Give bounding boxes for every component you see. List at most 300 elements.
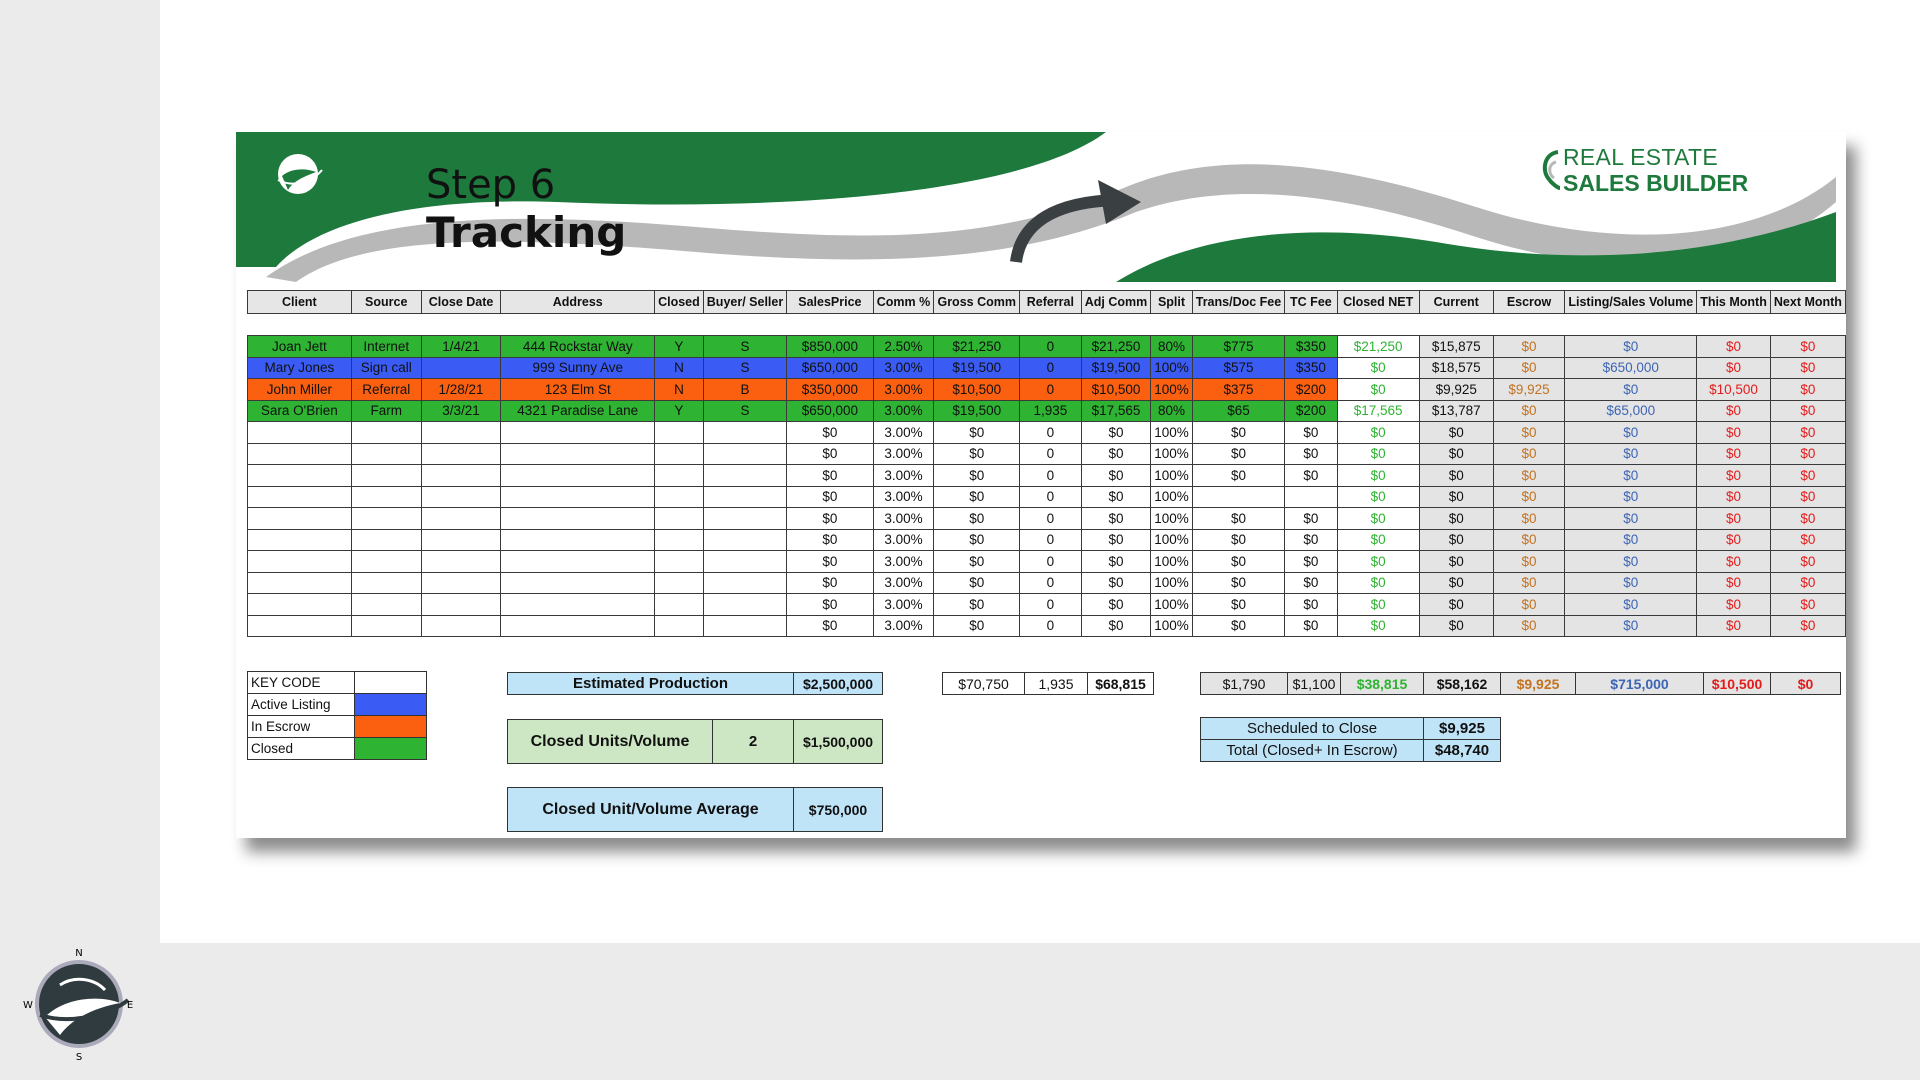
cell-adj-comm[interactable]: $0 (1081, 615, 1151, 637)
cell-this-month[interactable]: $0 (1697, 486, 1771, 508)
cell-trans-doc-fee[interactable]: $575 (1192, 357, 1284, 379)
cell-this-month[interactable]: $0 (1697, 357, 1771, 379)
cell-escrow[interactable]: $0 (1493, 615, 1565, 637)
cell-escrow[interactable]: $0 (1493, 400, 1565, 422)
cell-buyer-seller[interactable]: S (703, 336, 786, 358)
cell-split[interactable]: 100% (1151, 357, 1193, 379)
cell-trans-doc-fee[interactable]: $0 (1192, 572, 1284, 594)
cell-comm-pct[interactable]: 3.00% (873, 486, 934, 508)
cell-address[interactable] (501, 508, 655, 530)
cell-close-date[interactable] (421, 486, 501, 508)
cell-this-month[interactable]: $10,500 (1697, 379, 1771, 401)
cell-trans-doc-fee[interactable]: $775 (1192, 336, 1284, 358)
cell-next-month[interactable]: $0 (1770, 594, 1845, 616)
table-row (248, 615, 1846, 637)
cell-referral[interactable]: 0 (1019, 357, 1081, 379)
cell-address[interactable]: 444 Rockstar Way (501, 336, 655, 358)
cell-next-month[interactable]: $0 (1770, 508, 1845, 530)
cell-split[interactable]: 100% (1151, 615, 1193, 637)
cell-closed[interactable] (655, 529, 704, 551)
cell-buyer-seller[interactable] (703, 615, 786, 637)
cell-adj-comm[interactable]: $21,250 (1081, 336, 1151, 358)
cell-gross-comm[interactable]: $0 (934, 508, 1020, 530)
cell-closed[interactable]: N (655, 379, 704, 401)
cell-gross-comm[interactable]: $0 (934, 422, 1020, 444)
cell-trans-doc-fee[interactable]: $0 (1192, 422, 1284, 444)
cell-referral[interactable]: 0 (1019, 422, 1081, 444)
cell-source[interactable] (351, 443, 421, 465)
cell-this-month[interactable]: $0 (1697, 443, 1771, 465)
cell-current[interactable]: $0 (1419, 508, 1493, 530)
cell-adj-comm[interactable]: $0 (1081, 465, 1151, 487)
cell-address[interactable] (501, 443, 655, 465)
cell-volume[interactable]: $0 (1565, 486, 1697, 508)
cell-sales-price[interactable]: $0 (787, 572, 873, 594)
closed-units-volume-value: $1,500,000 (794, 720, 883, 764)
cell-current[interactable]: $0 (1419, 443, 1493, 465)
cell-trans-doc-fee[interactable]: $0 (1192, 594, 1284, 616)
cell-closed[interactable] (655, 465, 704, 487)
cell-trans-doc-fee[interactable]: $0 (1192, 443, 1284, 465)
cell-comm-pct[interactable]: 3.00% (873, 572, 934, 594)
cell-split[interactable]: 100% (1151, 465, 1193, 487)
cell-comm-pct[interactable]: 3.00% (873, 357, 934, 379)
cell-client[interactable] (248, 443, 352, 465)
cell-escrow[interactable]: $0 (1493, 572, 1565, 594)
cell-closed-net[interactable]: $0 (1337, 379, 1419, 401)
cell-client[interactable] (248, 594, 352, 616)
cell-closed-net[interactable]: $21,250 (1337, 336, 1419, 358)
cell-tc-fee[interactable]: $350 (1285, 357, 1337, 379)
cell-next-month[interactable]: $0 (1770, 486, 1845, 508)
table-row (248, 529, 1846, 551)
cell-closed[interactable] (655, 422, 704, 444)
cell-source[interactable] (351, 486, 421, 508)
cell-tc-fee[interactable]: $350 (1285, 336, 1337, 358)
cell-escrow[interactable]: $0 (1493, 594, 1565, 616)
cell-close-date[interactable] (421, 529, 501, 551)
cell-client[interactable] (248, 529, 352, 551)
cell-closed[interactable]: N (655, 357, 704, 379)
cell-client[interactable] (248, 422, 352, 444)
cell-current[interactable]: $0 (1419, 529, 1493, 551)
cell-current[interactable]: $0 (1419, 422, 1493, 444)
cell-closed[interactable] (655, 551, 704, 573)
cell-volume[interactable]: $0 (1565, 529, 1697, 551)
cell-next-month[interactable]: $0 (1770, 529, 1845, 551)
cell-tc-fee[interactable]: $0 (1285, 529, 1337, 551)
cell-tc-fee[interactable]: $0 (1285, 465, 1337, 487)
cell-next-month[interactable]: $0 (1770, 465, 1845, 487)
cell-sales-price[interactable]: $0 (787, 465, 873, 487)
cell-close-date[interactable]: 1/28/21 (421, 379, 501, 401)
cell-close-date[interactable] (421, 443, 501, 465)
cell-next-month[interactable]: $0 (1770, 400, 1845, 422)
cell-close-date[interactable] (421, 465, 501, 487)
cell-split[interactable]: 100% (1151, 594, 1193, 616)
cell-split[interactable]: 100% (1151, 422, 1193, 444)
cell-adj-comm[interactable]: $0 (1081, 486, 1151, 508)
cell-split[interactable]: 100% (1151, 551, 1193, 573)
scheduled-label: Scheduled to Close (1201, 718, 1424, 740)
cell-closed-net[interactable]: $0 (1337, 615, 1419, 637)
cell-referral[interactable]: 0 (1019, 529, 1081, 551)
cell-buyer-seller[interactable]: B (703, 379, 786, 401)
cell-buyer-seller[interactable] (703, 551, 786, 573)
cell-gross-comm[interactable]: $0 (934, 572, 1020, 594)
key-escrow-label: In Escrow (248, 716, 355, 738)
cell-escrow[interactable]: $9,925 (1493, 379, 1565, 401)
cell-current[interactable]: $18,575 (1419, 357, 1493, 379)
cell-close-date[interactable]: 1/4/21 (421, 336, 501, 358)
cell-adj-comm[interactable]: $19,500 (1081, 357, 1151, 379)
cell-client[interactable] (248, 465, 352, 487)
cell-split[interactable]: 100% (1151, 443, 1193, 465)
cell-this-month[interactable]: $0 (1697, 422, 1771, 444)
cell-buyer-seller[interactable] (703, 486, 786, 508)
cell-sales-price[interactable]: $0 (787, 529, 873, 551)
cell-buyer-seller[interactable] (703, 508, 786, 530)
cell-this-month[interactable]: $0 (1697, 400, 1771, 422)
cell-referral[interactable]: 0 (1019, 336, 1081, 358)
header-escrow: Escrow (1493, 291, 1565, 314)
cell-closed-net[interactable]: $0 (1337, 508, 1419, 530)
cell-gross-comm[interactable]: $0 (934, 594, 1020, 616)
cell-gross-comm[interactable]: $19,500 (934, 400, 1020, 422)
cell-closed-net[interactable]: $0 (1337, 551, 1419, 573)
cell-referral[interactable]: 0 (1019, 594, 1081, 616)
cell-gross-comm[interactable]: $0 (934, 486, 1020, 508)
cell-source[interactable]: Sign call (351, 357, 421, 379)
spacer-cell (248, 314, 352, 336)
cell-gross-comm[interactable]: $0 (934, 443, 1020, 465)
cell-address[interactable]: 123 Elm St (501, 379, 655, 401)
cell-current[interactable]: $15,875 (1419, 336, 1493, 358)
cell-buyer-seller[interactable] (703, 443, 786, 465)
cell-comm-pct[interactable]: 3.00% (873, 529, 934, 551)
cell-referral[interactable]: 0 (1019, 486, 1081, 508)
table-row (248, 594, 1846, 616)
cell-gross-comm[interactable]: $19,500 (934, 357, 1020, 379)
cell-trans-doc-fee[interactable]: $0 (1192, 465, 1284, 487)
cell-closed-net[interactable]: $0 (1337, 465, 1419, 487)
cell-gross-comm[interactable]: $0 (934, 529, 1020, 551)
cell-next-month[interactable]: $0 (1770, 551, 1845, 573)
cell-source[interactable]: Referral (351, 379, 421, 401)
cell-trans-doc-fee[interactable]: $375 (1192, 379, 1284, 401)
cell-sales-price[interactable]: $0 (787, 615, 873, 637)
cell-closed[interactable] (655, 443, 704, 465)
cell-volume[interactable]: $0 (1565, 508, 1697, 530)
cell-this-month[interactable]: $0 (1697, 615, 1771, 637)
cell-source[interactable]: Farm (351, 400, 421, 422)
cell-tc-fee[interactable]: $0 (1285, 508, 1337, 530)
cell-volume[interactable]: $0 (1565, 572, 1697, 594)
cell-sales-price[interactable]: $650,000 (787, 357, 873, 379)
cell-source[interactable] (351, 529, 421, 551)
cell-address[interactable] (501, 572, 655, 594)
cell-source[interactable] (351, 572, 421, 594)
cell-address[interactable] (501, 615, 655, 637)
cell-escrow[interactable]: $0 (1493, 486, 1565, 508)
cell-client[interactable]: Mary Jones (248, 357, 352, 379)
cell-closed-net[interactable]: $0 (1337, 443, 1419, 465)
cell-comm-pct[interactable]: 3.00% (873, 551, 934, 573)
cell-referral[interactable]: 0 (1019, 465, 1081, 487)
cell-tc-fee[interactable]: $0 (1285, 615, 1337, 637)
cell-volume[interactable]: $0 (1565, 615, 1697, 637)
cell-current[interactable]: $0 (1419, 572, 1493, 594)
cell-sales-price[interactable]: $0 (787, 443, 873, 465)
cell-referral[interactable]: 1,935 (1019, 400, 1081, 422)
cell-escrow[interactable]: $0 (1493, 336, 1565, 358)
cell-address[interactable] (501, 486, 655, 508)
cell-close-date[interactable]: 3/3/21 (421, 400, 501, 422)
spacer-cell (1151, 314, 1193, 336)
cell-current[interactable]: $9,925 (1419, 379, 1493, 401)
brand-line2: SALES BUILDER (1563, 170, 1749, 196)
cell-escrow[interactable]: $0 (1493, 508, 1565, 530)
cell-buyer-seller[interactable] (703, 529, 786, 551)
cell-split[interactable]: 100% (1151, 572, 1193, 594)
cell-escrow[interactable]: $0 (1493, 357, 1565, 379)
cell-referral[interactable]: 0 (1019, 551, 1081, 573)
cell-next-month[interactable]: $0 (1770, 422, 1845, 444)
cell-tc-fee[interactable]: $0 (1285, 572, 1337, 594)
cell-client[interactable]: Sara O'Brien (248, 400, 352, 422)
cell-source[interactable]: Internet (351, 336, 421, 358)
cell-current[interactable]: $0 (1419, 465, 1493, 487)
cell-adj-comm[interactable]: $0 (1081, 508, 1151, 530)
cell-gross-comm[interactable]: $0 (934, 551, 1020, 573)
cell-client[interactable]: Joan Jett (248, 336, 352, 358)
header-trans-doc-fee: Trans/Doc Fee (1192, 291, 1284, 314)
cell-adj-comm[interactable]: $17,565 (1081, 400, 1151, 422)
cell-source[interactable] (351, 508, 421, 530)
cell-adj-comm[interactable]: $10,500 (1081, 379, 1151, 401)
cell-this-month[interactable]: $0 (1697, 572, 1771, 594)
cell-client[interactable] (248, 508, 352, 530)
cell-trans-doc-fee[interactable]: $0 (1192, 551, 1284, 573)
cell-closed[interactable]: Y (655, 400, 704, 422)
cell-close-date[interactable] (421, 594, 501, 616)
cell-volume[interactable]: $0 (1565, 594, 1697, 616)
cell-client[interactable]: John Miller (248, 379, 352, 401)
cell-next-month[interactable]: $0 (1770, 379, 1845, 401)
cell-comm-pct[interactable]: 2.50% (873, 336, 934, 358)
cell-closed-net[interactable]: $0 (1337, 594, 1419, 616)
cell-escrow[interactable]: $0 (1493, 422, 1565, 444)
cell-close-date[interactable] (421, 572, 501, 594)
cell-close-date[interactable] (421, 508, 501, 530)
cell-adj-comm[interactable]: $0 (1081, 594, 1151, 616)
cell-current[interactable]: $0 (1419, 551, 1493, 573)
cell-closed[interactable] (655, 572, 704, 594)
cell-escrow[interactable]: $0 (1493, 443, 1565, 465)
cell-comm-pct[interactable]: 3.00% (873, 443, 934, 465)
cell-client[interactable] (248, 615, 352, 637)
cell-trans-doc-fee[interactable] (1192, 486, 1284, 508)
cell-buyer-seller[interactable] (703, 465, 786, 487)
cell-tc-fee[interactable] (1285, 486, 1337, 508)
cell-tc-fee[interactable]: $0 (1285, 422, 1337, 444)
cell-adj-comm[interactable]: $0 (1081, 551, 1151, 573)
cell-sales-price[interactable]: $0 (787, 508, 873, 530)
spacer-cell (1493, 314, 1565, 336)
cell-this-month[interactable]: $0 (1697, 465, 1771, 487)
cell-gross-comm[interactable]: $21,250 (934, 336, 1020, 358)
cell-trans-doc-fee[interactable]: $0 (1192, 615, 1284, 637)
cell-address[interactable]: 4321 Paradise Lane (501, 400, 655, 422)
cell-volume[interactable]: $650,000 (1565, 357, 1697, 379)
cell-tc-fee[interactable]: $200 (1285, 400, 1337, 422)
cell-closed-net[interactable]: $0 (1337, 529, 1419, 551)
cell-sales-price[interactable]: $0 (787, 422, 873, 444)
cell-source[interactable] (351, 422, 421, 444)
cell-escrow[interactable]: $0 (1493, 551, 1565, 573)
cell-source[interactable] (351, 551, 421, 573)
cell-referral[interactable]: 0 (1019, 443, 1081, 465)
cell-close-date[interactable] (421, 551, 501, 573)
cell-comm-pct[interactable]: 3.00% (873, 508, 934, 530)
cell-split[interactable]: 80% (1151, 336, 1193, 358)
cell-adj-comm[interactable]: $0 (1081, 443, 1151, 465)
cell-tc-fee[interactable]: $200 (1285, 379, 1337, 401)
cell-split[interactable]: 100% (1151, 529, 1193, 551)
cell-split[interactable]: 100% (1151, 508, 1193, 530)
cell-trans-doc-fee[interactable]: $0 (1192, 529, 1284, 551)
cell-referral[interactable]: 0 (1019, 379, 1081, 401)
cell-split[interactable]: 100% (1151, 379, 1193, 401)
cell-address[interactable] (501, 465, 655, 487)
cell-tc-fee[interactable]: $0 (1285, 594, 1337, 616)
cell-sales-price[interactable]: $350,000 (787, 379, 873, 401)
cell-current[interactable]: $0 (1419, 486, 1493, 508)
total-volume: $715,000 (1576, 673, 1704, 695)
cell-current[interactable]: $13,787 (1419, 400, 1493, 422)
cell-current[interactable]: $0 (1419, 594, 1493, 616)
cell-address[interactable] (501, 529, 655, 551)
cell-source[interactable] (351, 615, 421, 637)
cell-closed[interactable] (655, 594, 704, 616)
cell-referral[interactable]: 0 (1019, 508, 1081, 530)
cell-volume[interactable]: $0 (1565, 443, 1697, 465)
cell-client[interactable] (248, 572, 352, 594)
header-volume: Listing/Sales Volume (1565, 291, 1697, 314)
cell-volume[interactable]: $0 (1565, 379, 1697, 401)
cell-referral[interactable]: 0 (1019, 615, 1081, 637)
cell-next-month[interactable]: $0 (1770, 336, 1845, 358)
cell-adj-comm[interactable]: $0 (1081, 572, 1151, 594)
cell-trans-doc-fee[interactable]: $65 (1192, 400, 1284, 422)
cell-closed[interactable]: Y (655, 336, 704, 358)
header-next-month: Next Month (1770, 291, 1845, 314)
cell-closed[interactable] (655, 508, 704, 530)
cell-closed[interactable] (655, 486, 704, 508)
cell-escrow[interactable]: $0 (1493, 529, 1565, 551)
cell-buyer-seller[interactable]: S (703, 357, 786, 379)
cell-volume[interactable]: $0 (1565, 422, 1697, 444)
cell-buyer-seller[interactable] (703, 594, 786, 616)
cell-gross-comm[interactable]: $0 (934, 615, 1020, 637)
cell-volume[interactable]: $0 (1565, 336, 1697, 358)
cell-closed-net[interactable]: $0 (1337, 357, 1419, 379)
cell-this-month[interactable]: $0 (1697, 594, 1771, 616)
cell-adj-comm[interactable]: $0 (1081, 422, 1151, 444)
cell-sales-price[interactable]: $0 (787, 486, 873, 508)
cell-closed-net[interactable]: $0 (1337, 422, 1419, 444)
cell-close-date[interactable] (421, 615, 501, 637)
cell-tc-fee[interactable]: $0 (1285, 551, 1337, 573)
cell-split[interactable]: 100% (1151, 486, 1193, 508)
cell-closed-net[interactable]: $17,565 (1337, 400, 1419, 422)
cell-address[interactable]: 999 Sunny Ave (501, 357, 655, 379)
cell-current[interactable]: $0 (1419, 615, 1493, 637)
cell-tc-fee[interactable]: $0 (1285, 443, 1337, 465)
cell-comm-pct[interactable]: 3.00% (873, 465, 934, 487)
cell-volume[interactable]: $0 (1565, 465, 1697, 487)
cell-gross-comm[interactable]: $0 (934, 465, 1020, 487)
cell-closed-net[interactable]: $0 (1337, 572, 1419, 594)
cell-next-month[interactable]: $0 (1770, 357, 1845, 379)
table-header (248, 291, 1846, 314)
cell-source[interactable] (351, 594, 421, 616)
tracking-table (247, 290, 1846, 637)
cell-client[interactable] (248, 551, 352, 573)
cell-comm-pct[interactable]: 3.00% (873, 594, 934, 616)
spacer-cell (787, 314, 873, 336)
cell-next-month[interactable]: $0 (1770, 443, 1845, 465)
cell-escrow[interactable]: $0 (1493, 465, 1565, 487)
cell-next-month[interactable]: $0 (1770, 615, 1845, 637)
cell-buyer-seller[interactable] (703, 422, 786, 444)
cell-close-date[interactable] (421, 357, 501, 379)
cell-trans-doc-fee[interactable]: $0 (1192, 508, 1284, 530)
cell-close-date[interactable] (421, 422, 501, 444)
spacer-cell (1019, 314, 1081, 336)
cell-address[interactable] (501, 551, 655, 573)
cell-sales-price[interactable]: $0 (787, 551, 873, 573)
cell-sales-price[interactable]: $850,000 (787, 336, 873, 358)
cell-split[interactable]: 80% (1151, 400, 1193, 422)
cell-source[interactable] (351, 465, 421, 487)
cell-address[interactable] (501, 422, 655, 444)
cell-this-month[interactable]: $0 (1697, 508, 1771, 530)
cell-comm-pct[interactable]: 3.00% (873, 400, 934, 422)
cell-volume[interactable]: $65,000 (1565, 400, 1697, 422)
cell-address[interactable] (501, 594, 655, 616)
cell-gross-comm[interactable]: $10,500 (934, 379, 1020, 401)
cell-closed[interactable] (655, 615, 704, 637)
cell-referral[interactable]: 0 (1019, 572, 1081, 594)
cell-this-month[interactable]: $0 (1697, 529, 1771, 551)
cell-sales-price[interactable]: $0 (787, 594, 873, 616)
cell-this-month[interactable]: $0 (1697, 336, 1771, 358)
cell-sales-price[interactable]: $650,000 (787, 400, 873, 422)
cell-comm-pct[interactable]: 3.00% (873, 379, 934, 401)
cell-volume[interactable]: $0 (1565, 551, 1697, 573)
cell-this-month[interactable]: $0 (1697, 551, 1771, 573)
cell-next-month[interactable]: $0 (1770, 572, 1845, 594)
cell-client[interactable] (248, 486, 352, 508)
cell-buyer-seller[interactable]: S (703, 400, 786, 422)
cell-closed-net[interactable]: $0 (1337, 486, 1419, 508)
cell-comm-pct[interactable]: 3.00% (873, 615, 934, 637)
cell-buyer-seller[interactable] (703, 572, 786, 594)
cell-adj-comm[interactable]: $0 (1081, 529, 1151, 551)
spacer-cell (501, 314, 655, 336)
cell-comm-pct[interactable]: 3.00% (873, 422, 934, 444)
